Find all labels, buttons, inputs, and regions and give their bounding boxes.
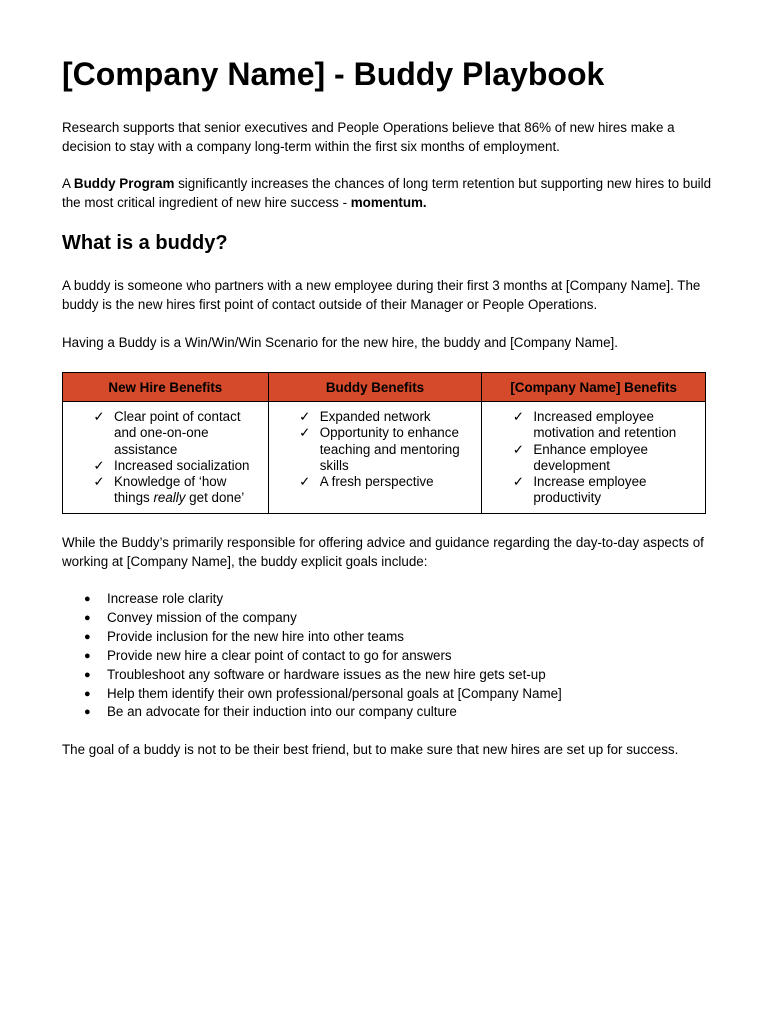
list-item [62,609,562,628]
buddy-program-paragraph [62,175,712,212]
check-icon: ✓ [512,409,524,424]
bullet-icon: ● [84,593,91,605]
bullet-icon: ● [84,668,91,681]
list-item [62,703,562,722]
benefits-table [62,372,706,514]
list-item-text: Increase employee productivity [533,474,647,506]
list-item-text: Convey mission of the company [107,609,297,625]
section-heading: What is a buddy? [62,232,228,254]
closing-paragraph: The goal of a buddy is not to be their best friend, but to make sure that new hires are set up for success. [62,742,679,757]
list-item [273,409,478,425]
check-icon: ✓ [512,441,524,457]
list-item [62,666,562,685]
table-row [63,402,706,514]
list-item-text: Clear point of contact and one-on-one assistance [114,409,241,457]
goals-list [62,590,562,722]
list-item [67,474,264,507]
momentum-term: momentum. [350,194,427,210]
bullet-icon: ● [84,611,91,624]
check-icon: ✓ [93,457,105,473]
emphasis-text: really [153,490,186,506]
list-item-text: Opportunity to enhance teaching and mentoring skills [319,425,460,473]
new-hire-benefits-cell [63,402,269,514]
text-run: A [62,176,74,191]
list-item [67,409,264,458]
header-new-hire-benefits: New Hire Benefits [63,373,269,402]
check-icon: ✓ [93,409,105,424]
list-item [62,647,562,666]
win-win-paragraph: Having a Buddy is a Win/Win/Win Scenario for the new hire, the buddy and [Company Name]. [62,335,618,350]
company-benefits-list [486,409,701,507]
list-item [62,590,562,609]
check-icon: ✓ [299,425,311,441]
buddy-benefits-list [273,409,478,490]
buddy-program-term: Buddy Program [73,176,175,191]
list-item-text: Knowledge of ‘how things [114,474,227,506]
header-buddy-benefits: Buddy Benefits [268,373,482,402]
check-icon: ✓ [512,474,524,490]
bullet-icon: ● [84,687,91,700]
bullet-icon: ● [84,706,91,719]
list-item-text: Provide inclusion for the new hire into other teams [107,628,404,644]
list-item-text: Help them identify their own professional/personal goals at [Company Name] [107,685,562,701]
list-item-text: Provide new hire a clear point of contact to go for answers [107,647,452,663]
buddy-definition-paragraph: A buddy is someone who partners with a new employee during their first 3 months at [Company Name]. The buddy is the new hires first point of contact outside of their Manager or People Operations. [62,278,701,312]
bullet-icon: ● [84,649,91,662]
list-item [486,442,701,475]
check-icon: ✓ [299,409,311,424]
list-item [486,409,701,442]
list-item [62,628,562,647]
list-item [273,474,478,490]
list-item-text: Expanded network [319,409,431,424]
list-item-text: Troubleshoot any software or hardware issues as the new hire gets set-up [107,666,546,682]
list-item [273,425,478,474]
page-title: [Company Name] - Buddy Playbook [62,56,605,92]
check-icon: ✓ [299,474,311,490]
list-item-text: get done’ [185,490,245,506]
header-company-benefits: [Company Name] Benefits [482,373,706,402]
list-item-text: A fresh perspective [319,474,434,490]
list-item-text: Increased employee motivation and retention [533,409,677,441]
list-item-text: Enhance employee development [533,441,648,473]
list-item-text: Increase role clarity [107,591,224,606]
bullet-icon: ● [84,630,91,643]
table-header-row [63,373,706,402]
text-run: significantly increases the chances of long term retention but supporting new hires to build the most critical ingredient of new hire success - [62,176,712,210]
list-item [67,458,264,474]
check-icon: ✓ [93,474,105,490]
list-item-text: Be an advocate for their induction into our company culture [107,704,457,720]
goals-intro-paragraph: While the Buddy’s primarily responsible for offering advice and guidance regarding the day-to-day aspects of working at [Company Name], the buddy explicit goals include: [62,535,704,569]
new-hire-benefits-list [67,409,264,507]
list-item [62,685,562,704]
company-benefits-cell [482,402,706,514]
list-item-text: Increased socialization [114,457,250,473]
intro-paragraph: Research supports that senior executives and People Operations believe that 86% of new hires make a decision to stay with a company long-term within the first six months of employment. [62,120,675,154]
list-item [486,474,701,507]
buddy-benefits-cell [268,402,482,514]
